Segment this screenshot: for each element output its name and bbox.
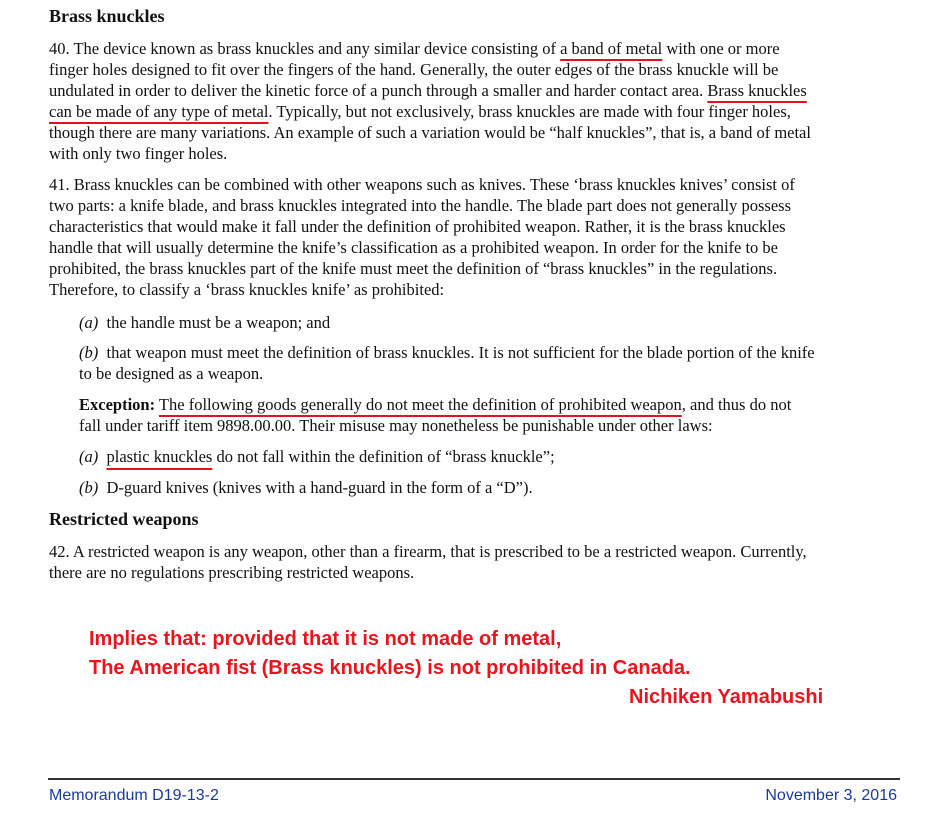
exception-underlined-text: The following goods generally do not meet the definition of prohibited weapon (158, 395, 682, 414)
p42-line2: there are no regulations prescribing restricted weapons. (49, 563, 415, 582)
footer-memorandum-id: Memorandum D19-13-2 (49, 787, 219, 804)
exception-line1-rest: , and thus do not (681, 395, 792, 414)
p40-line6: with only two finger holes. (49, 144, 228, 163)
p40-line4b: . Typically, but not exclusively, brass knuckles are made with four finger holes, (268, 102, 791, 121)
p41-line3: characteristics that would make it fall under the definition of prohibited weapon. Rather, it is the brass knuckles (49, 217, 786, 236)
footer-divider (48, 778, 900, 780)
p40-line1c: with one or more (662, 39, 780, 58)
p40-underlined-any-metal: can be made of any type of metal (49, 102, 269, 121)
p40-underlined-band-of-metal: a band of metal (560, 39, 663, 58)
section-heading-brass-knuckles: Brass knuckles (49, 6, 165, 26)
list2-item-a (79, 446, 555, 467)
list2-item-b-marker: (b) (79, 478, 99, 497)
exception-label: Exception: (79, 395, 156, 414)
p40-line5: though there are many variations. An example of such a variation would be “half knuckles”, that is, a band of metal (49, 123, 811, 142)
paragraph-40 (49, 38, 811, 164)
list1-item-b-text-line2: to be designed as a weapon. (79, 364, 264, 383)
list1-item-b-marker: (b) (79, 343, 99, 362)
list2-underlined-plastic-knuckles: plastic knuckles (106, 447, 213, 466)
annotation-line1: Implies that: provided that it is not made of metal, (89, 628, 562, 650)
annotation-line2: The American fist (Brass knuckles) is not prohibited in Canada. (89, 657, 691, 679)
p40-line1a: 40. The device known as brass knuckles and any similar device consisting of (49, 39, 561, 58)
list2-item-b (79, 477, 533, 498)
p40-line3a: undulated in order to deliver the kinetic force of a punch through a smaller and harder contact area. (49, 81, 708, 100)
exception-block (79, 394, 791, 436)
p40-line2: finger holes designed to fit over the fingers of the hand. Generally, the outer edges of the brass knuckle will be (49, 60, 779, 79)
p42-line1: 42. A restricted weapon is any weapon, other than a firearm, that is prescribed to be a restricted weapon. Currently, (49, 542, 807, 561)
footer-date: November 3, 2016 (765, 787, 897, 804)
p41-line6: Therefore, to classify a ‘brass knuckles knife’ as prohibited: (49, 280, 445, 299)
p41-line5: prohibited, the brass knuckles part of the knife must meet the definition of “brass knuckles” in the regulations. (49, 259, 778, 278)
paragraph-41 (49, 174, 795, 300)
list2-item-a-text: do not fall within the definition of “brass knuckle”; (212, 447, 555, 466)
list2-item-a-marker: (a) (79, 447, 99, 466)
list1-item-b-text-line1: that weapon must meet the definition of brass knuckles. It is not sufficient for the blade portion of the knife (106, 343, 815, 362)
p40-underlined-brass-knuckles: Brass knuckles (707, 81, 807, 100)
annotation-signature: Nichiken Yamabushi (629, 686, 824, 708)
p41-line1: 41. Brass knuckles can be combined with other weapons such as knives. These ‘brass knuckles knives’ consist of (49, 175, 795, 194)
list1-item-a-marker: (a) (79, 313, 99, 332)
list1-item-a-text: the handle must be a weapon; and (106, 313, 331, 332)
list1-item-a (79, 312, 330, 333)
list2-item-b-text: D-guard knives (knives with a hand-guard in the form of a “D”). (106, 478, 533, 497)
paragraph-42 (49, 541, 807, 583)
p41-line2: two parts: a knife blade, and brass knuckles integrated into the handle. The blade part does not generally possess (49, 196, 791, 215)
exception-line2: fall under tariff item 9898.00.00. Their misuse may nonetheless be punishable under other laws: (79, 416, 713, 435)
p41-line4: handle that will usually determine the knife’s classification as a prohibited weapon. In order for the knife to be (49, 238, 778, 257)
list1-item-b (79, 342, 815, 384)
section-heading-restricted-weapons: Restricted weapons (49, 509, 199, 529)
